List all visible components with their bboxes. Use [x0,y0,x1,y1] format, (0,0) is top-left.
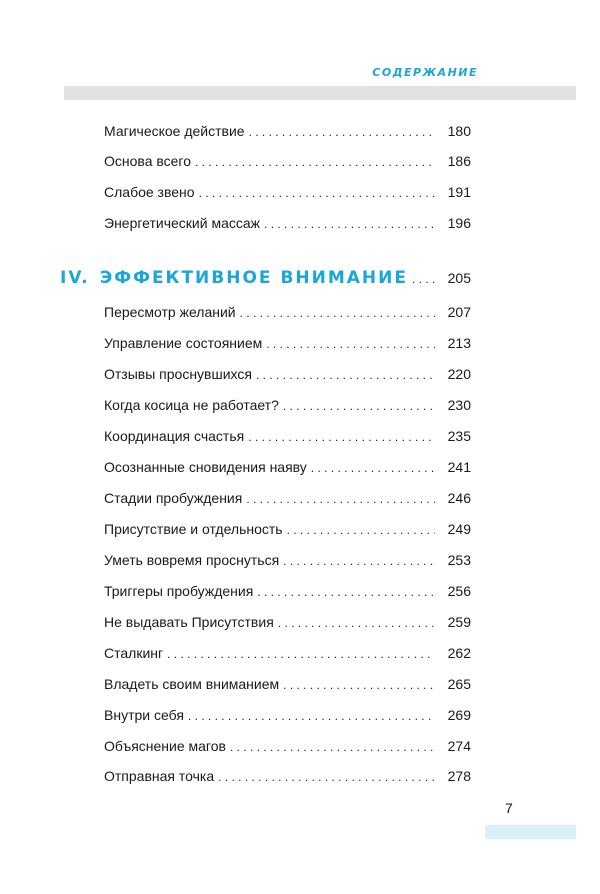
toc-entry-page: 186 [447,153,471,169]
toc-entry-title: Владеть своим вниманием [104,676,280,692]
dot-leader [249,120,435,144]
dot-leader [256,363,435,387]
toc-entry-page: 241 [447,459,471,475]
toc-entry[interactable] [104,734,471,758]
toc-entry-title: Магическое действие [104,123,245,139]
toc-entry-page: 274 [447,738,471,754]
running-header: СОДЕРЖАНИЕ [372,66,478,79]
toc-entry[interactable] [104,764,471,788]
dot-leader [266,332,435,356]
toc-entry-page: 278 [447,768,471,784]
toc-entry-page: 259 [447,614,471,630]
toc-entry-page: 196 [447,215,471,231]
dot-leader [283,394,435,418]
toc-entry[interactable] [104,641,471,665]
chapter-title: ЭФФЕКТИВНОЕ ВНИМАНИЕ [99,268,408,288]
dot-leader [195,150,435,174]
toc-entry-title: Основа всего [104,153,192,169]
toc-entry-title: Стадии пробуждения [104,490,243,506]
toc-entry[interactable] [104,703,471,727]
toc-entry[interactable] [104,610,471,634]
toc-entry-title: Присутствие и отдельность [104,521,283,537]
toc-entry[interactable] [104,180,471,204]
dot-leader [287,518,435,542]
toc-entry-title: Осознанные сновидения наяву [104,459,307,475]
toc-entry-page: 249 [447,521,471,537]
toc-entry[interactable] [104,548,471,572]
toc-entry-page: 180 [447,123,471,139]
toc-entry[interactable] [104,331,471,355]
toc-entry[interactable] [104,362,471,386]
toc-entry-page: 253 [447,552,471,568]
toc-entry-title: Управление состоянием [104,335,263,351]
toc-entry-page: 220 [447,366,471,382]
dot-leader [257,580,435,604]
header-band [64,86,576,100]
dot-leader [412,272,435,286]
toc-entry-title: Энергетический массаж [104,215,261,231]
dot-leader [218,765,435,789]
dot-leader [248,425,435,449]
dot-leader [283,673,435,697]
toc-entry-title: Координация счастья [104,428,245,444]
chapter-number: IV. [60,268,90,288]
toc-entry-title: Триггеры пробуждения [104,583,254,599]
toc-entry-page: 191 [447,184,471,200]
toc-entry[interactable] [104,300,471,324]
dot-leader [311,456,435,480]
toc-entry-page: 207 [447,304,471,320]
dot-leader [188,704,435,728]
toc-entry-title: Отправная точка [104,768,215,784]
dot-leader [264,212,435,236]
toc-entry[interactable] [104,579,471,603]
toc-entry-page: 235 [447,428,471,444]
dot-leader [230,735,435,759]
dot-leader [278,611,435,635]
toc-entry-title: Объяснение магов [104,738,226,754]
chapter-heading[interactable] [60,268,471,296]
toc-entry-page: 269 [447,707,471,723]
toc-entry[interactable] [104,211,471,235]
toc-entry[interactable] [104,119,471,143]
toc-entry[interactable] [104,672,471,696]
dot-leader [240,301,435,325]
page-number: 7 [505,800,513,816]
toc-entry-page: 213 [447,335,471,351]
toc-entry[interactable] [104,486,471,510]
dot-leader [167,642,435,666]
toc-entry-title: Когда косица не работает? [104,397,279,413]
toc-entry-title: Отзывы проснувшихся [104,366,252,382]
footer-band [485,825,576,839]
toc-entry[interactable] [104,393,471,417]
toc-entry-page: 256 [447,583,471,599]
toc-entry-page: 230 [447,397,471,413]
toc-entry[interactable] [104,455,471,479]
dot-leader [283,549,435,573]
toc-entry-title: Внутри себя [104,707,184,723]
toc-entry-title: Не выдавать Присутствия [104,614,274,630]
toc-entry-page: 265 [447,676,471,692]
toc-entry-title: Пересмотр желаний [104,304,236,320]
toc-entry-title: Уметь вовремя проснуться [104,552,280,568]
toc-entry[interactable] [104,149,471,173]
toc-entry-title: Слабое звено [104,184,195,200]
dot-leader [199,181,435,205]
toc-entry-page: 262 [447,645,471,661]
dot-leader [246,487,435,511]
toc-entry[interactable] [104,424,471,448]
chapter-page: 205 [447,270,471,286]
toc-entry[interactable] [104,517,471,541]
toc-entry-title: Сталкинг [104,645,164,661]
toc-entry-page: 246 [447,490,471,506]
